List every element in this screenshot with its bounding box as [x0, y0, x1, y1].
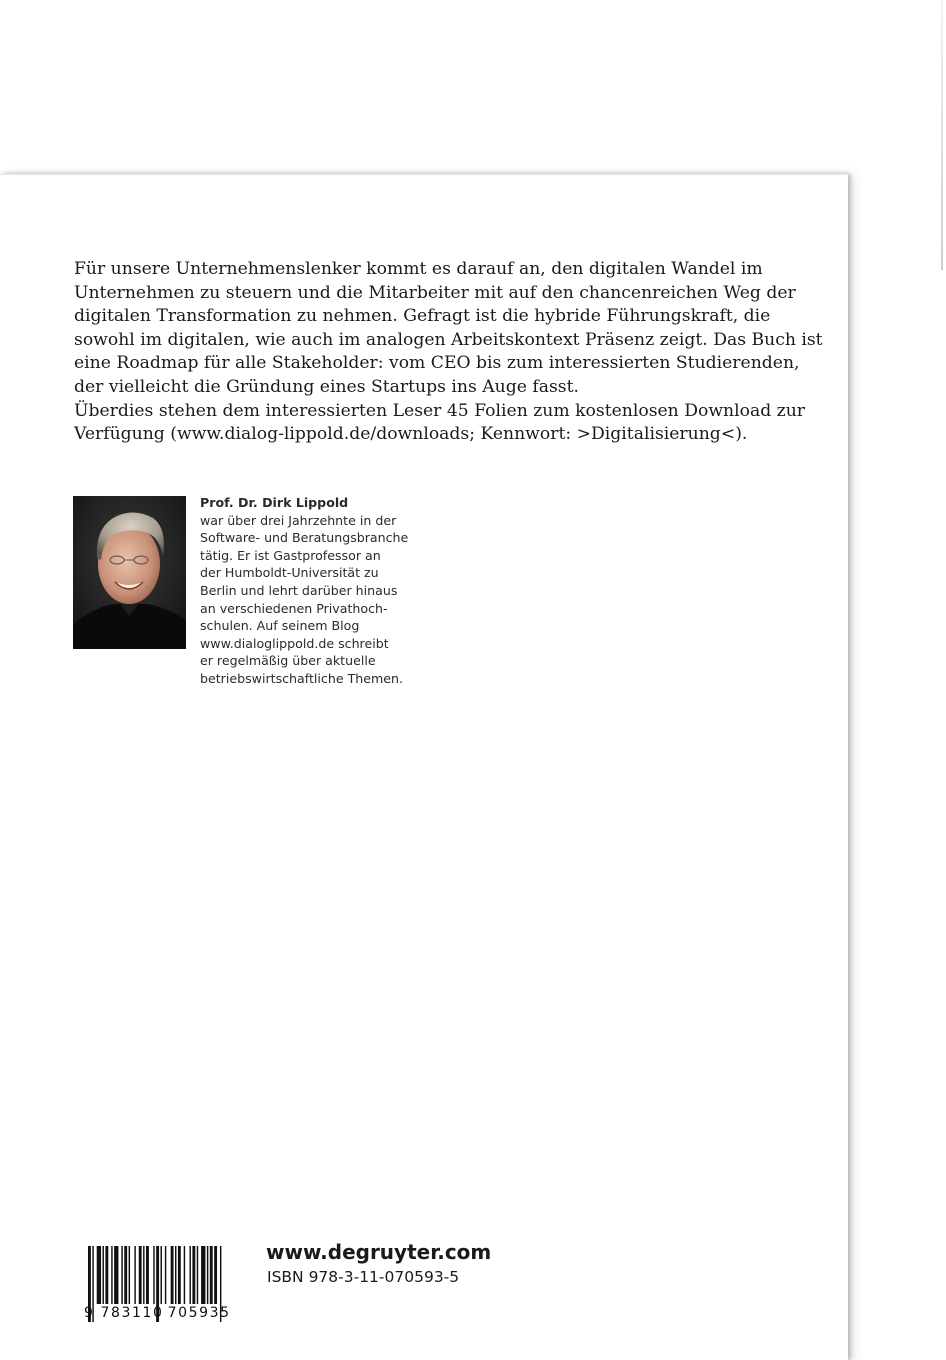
bio-line: www.dialoglippold.de schreibt — [200, 635, 389, 651]
barcode-bar — [97, 1246, 101, 1304]
barcode-bar — [171, 1246, 174, 1304]
bio-line: tätig. Er ist Gastprofessor an — [200, 547, 381, 563]
barcode-bar — [105, 1246, 108, 1304]
blurb-line: Überdies stehen dem interessierten Leser 45 Folien zum kostenlosen Download zur — [74, 400, 806, 421]
barcode-digits — [84, 1305, 240, 1321]
author-name: Prof. Dr. Dirk Lippold — [200, 495, 349, 510]
bio-line: der Humboldt-Universität zu — [200, 565, 379, 581]
barcode-right-group: 705935 — [167, 1305, 231, 1321]
blurb-line: eine Roadmap für alle Stakeholder: vom CEO bis zum interessierten Studierenden, — [74, 353, 800, 374]
barcode-left-group: 783110 — [100, 1305, 164, 1321]
barcode-bar — [192, 1246, 195, 1304]
bio-line: an verschiedenen Privathoch- — [200, 600, 388, 616]
blurb-line: Verfügung (www.dialog-lippold.de/downloads; Kennwort: >Digitalisierung<). — [74, 424, 748, 445]
bio-line: er regelmäßig über aktuelle — [200, 653, 376, 669]
barcode-bar — [175, 1246, 176, 1304]
barcode-bar — [161, 1246, 162, 1304]
publisher-url[interactable]: www.degruyter.com — [266, 1240, 492, 1264]
barcode-bar — [165, 1246, 166, 1304]
barcode-bar — [214, 1246, 217, 1304]
barcode-bar — [124, 1246, 127, 1304]
barcode-bar — [103, 1246, 104, 1304]
bio-line: Berlin und lehrt darüber hinaus — [200, 582, 398, 598]
blurb-line: Für unsere Unternehmenslenker kommt es darauf an, den digitalen Wandel im — [74, 259, 763, 279]
barcode-bar — [146, 1246, 149, 1304]
barcode-bar — [190, 1246, 191, 1304]
barcode-bar — [114, 1246, 118, 1304]
barcode-bar — [134, 1246, 135, 1304]
blurb-line: sowohl im digitalen, wie auch im analogen Arbeitskontext Präsenz zeigt. Das Buch ist — [74, 329, 823, 350]
bio-line: war über drei Jahrzehnte in der — [200, 512, 397, 528]
author-bio — [200, 494, 460, 688]
barcode-bar — [139, 1246, 142, 1304]
book-blurb — [74, 258, 823, 447]
isbn-number: ISBN 978-3-11-070593-5 — [267, 1268, 460, 1286]
barcode-bar — [121, 1246, 122, 1304]
barcode-bar — [143, 1246, 144, 1304]
blurb-line: Unternehmen zu steuern und die Mitarbeiter mit auf den chancenreichen Weg der — [74, 282, 796, 303]
bio-line: schulen. Auf seinem Blog — [200, 618, 360, 634]
barcode-lead-digit: 9 — [84, 1305, 95, 1321]
barcode-bar — [111, 1246, 112, 1304]
adjacent-page-edge — [941, 0, 943, 270]
bio-line: Software- und Beratungsbranche — [200, 530, 409, 546]
author-photo — [73, 496, 186, 649]
barcode-bar — [129, 1246, 130, 1304]
blurb-line: der vielleicht die Gründung eines Startups ins Auge fasst. — [74, 376, 579, 397]
barcode-bar — [207, 1246, 208, 1304]
barcode-bar — [153, 1246, 154, 1304]
barcode-bar — [201, 1246, 205, 1304]
barcode-bar — [210, 1246, 213, 1304]
bio-line: betriebswirtschaftliche Themen. — [200, 670, 403, 686]
author-portrait-icon — [73, 496, 186, 649]
barcode-bar — [178, 1246, 181, 1304]
blurb-line: digitalen Transformation zu nehmen. Gefragt ist die hybride Führungskraft, die — [74, 306, 771, 327]
barcode-bar — [184, 1246, 185, 1304]
barcode-bar — [197, 1246, 198, 1304]
